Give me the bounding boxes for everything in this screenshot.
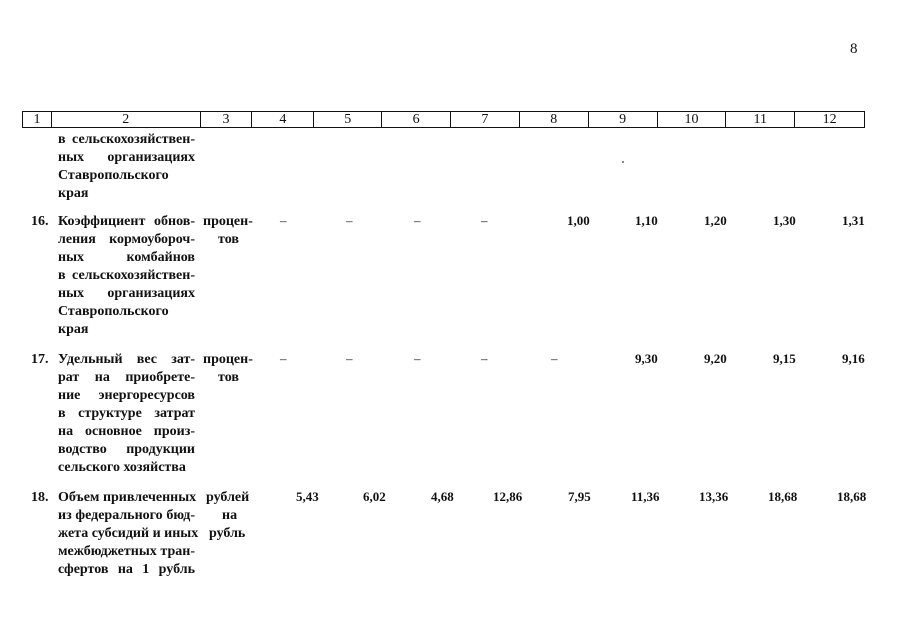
indicator-name — [58, 131, 195, 203]
name-line: ных организациях — [58, 286, 195, 301]
header-col-1: 1 — [23, 112, 52, 127]
page-number: 8 — [850, 41, 858, 57]
name-line: Ставропольского — [58, 304, 169, 319]
value-col-12: 1,31 — [842, 213, 865, 228]
value-col-7: – — [481, 213, 488, 228]
name-line: ние энергоресурсов — [58, 388, 195, 403]
header-col-3: 3 — [201, 112, 253, 127]
name-line: Ставропольского — [58, 168, 169, 183]
value-col-11: 9,15 — [773, 351, 796, 366]
name-line: Удельный вес зат- — [58, 352, 195, 367]
row-number: 18. — [31, 490, 49, 505]
value-col-9: 9,30 — [635, 351, 658, 366]
header-col-11: 11 — [726, 112, 795, 127]
name-line: рат на приобрете- — [58, 370, 195, 385]
name-line: ных комбайнов — [58, 250, 195, 265]
value-col-11: 18,68 — [768, 489, 798, 504]
header-col-9: 9 — [589, 112, 658, 127]
name-line: межбюджетных тран- — [58, 544, 195, 559]
value-col-9: 1,10 — [635, 213, 658, 228]
value-col-4: – — [280, 213, 287, 228]
value-col-6: – — [414, 213, 421, 228]
value-col-4: 5,43 — [296, 489, 319, 504]
value-col-8: 7,95 — [568, 489, 591, 504]
value-col-6: – — [414, 351, 421, 366]
unit-line: процен- — [203, 352, 253, 367]
header-col-4: 4 — [252, 112, 314, 127]
header-col-5: 5 — [314, 112, 382, 127]
name-line: жета субсидий и иных — [58, 526, 199, 541]
name-line: в структуре затрат — [58, 406, 195, 421]
unit-line: рубль — [209, 526, 246, 541]
header-col-12: 12 — [822, 112, 837, 127]
value-col-8: – — [551, 351, 558, 366]
name-line: ления кормоубороч- — [58, 232, 195, 247]
value-col-4: – — [280, 351, 287, 366]
row-number: 16. — [31, 214, 49, 229]
scan-speck — [622, 161, 624, 163]
name-line: из федерального бюд- — [58, 508, 195, 523]
name-line: края — [58, 322, 89, 337]
value-col-8: 1,00 — [567, 213, 590, 228]
header-col-8: 8 — [520, 112, 589, 127]
value-col-12: 18,68 — [837, 489, 867, 504]
value-col-11: 1,30 — [773, 213, 796, 228]
unit-line: тов — [218, 232, 239, 247]
value-col-7: – — [481, 351, 488, 366]
unit-line: тов — [218, 370, 239, 385]
value-col-5: – — [346, 351, 353, 366]
table-header-row — [22, 111, 865, 128]
unit-line: процен- — [203, 214, 253, 229]
name-line: ных организациях — [58, 150, 195, 165]
name-line: Объем привлеченных — [58, 490, 197, 505]
row-number: 17. — [31, 352, 49, 367]
name-line: на основное произ- — [58, 424, 195, 439]
header-col-6: 6 — [382, 112, 451, 127]
unit-line: рублей — [206, 490, 250, 505]
header-col-2: 2 — [52, 112, 201, 127]
name-line: края — [58, 186, 89, 201]
value-col-10: 13,36 — [699, 489, 729, 504]
header-col-10: 10 — [658, 112, 727, 127]
value-col-10: 1,20 — [704, 213, 727, 228]
value-col-12: 9,16 — [842, 351, 865, 366]
value-col-9: 11,36 — [631, 489, 660, 504]
indicator-name — [58, 351, 195, 477]
name-line: сфертов на 1 рубль — [58, 562, 195, 577]
unit-line: на — [222, 508, 238, 523]
value-col-6: 4,68 — [431, 489, 454, 504]
unit — [206, 489, 258, 543]
value-col-5: – — [346, 213, 353, 228]
name-line: Коэффициент обнов- — [58, 214, 195, 229]
name-line: сельского хозяйства — [58, 460, 186, 475]
unit — [203, 351, 255, 387]
value-col-7: 12,86 — [493, 489, 523, 504]
name-line: в сельскохозяйствен- — [58, 268, 195, 283]
unit — [203, 213, 255, 249]
name-line: в сельскохозяйствен- — [58, 132, 195, 147]
name-line: водство продукции — [58, 442, 195, 457]
value-col-5: 6,02 — [363, 489, 386, 504]
indicator-name — [58, 489, 199, 579]
indicator-name — [58, 213, 195, 339]
header-col-7: 7 — [451, 112, 520, 127]
value-col-10: 9,20 — [704, 351, 727, 366]
